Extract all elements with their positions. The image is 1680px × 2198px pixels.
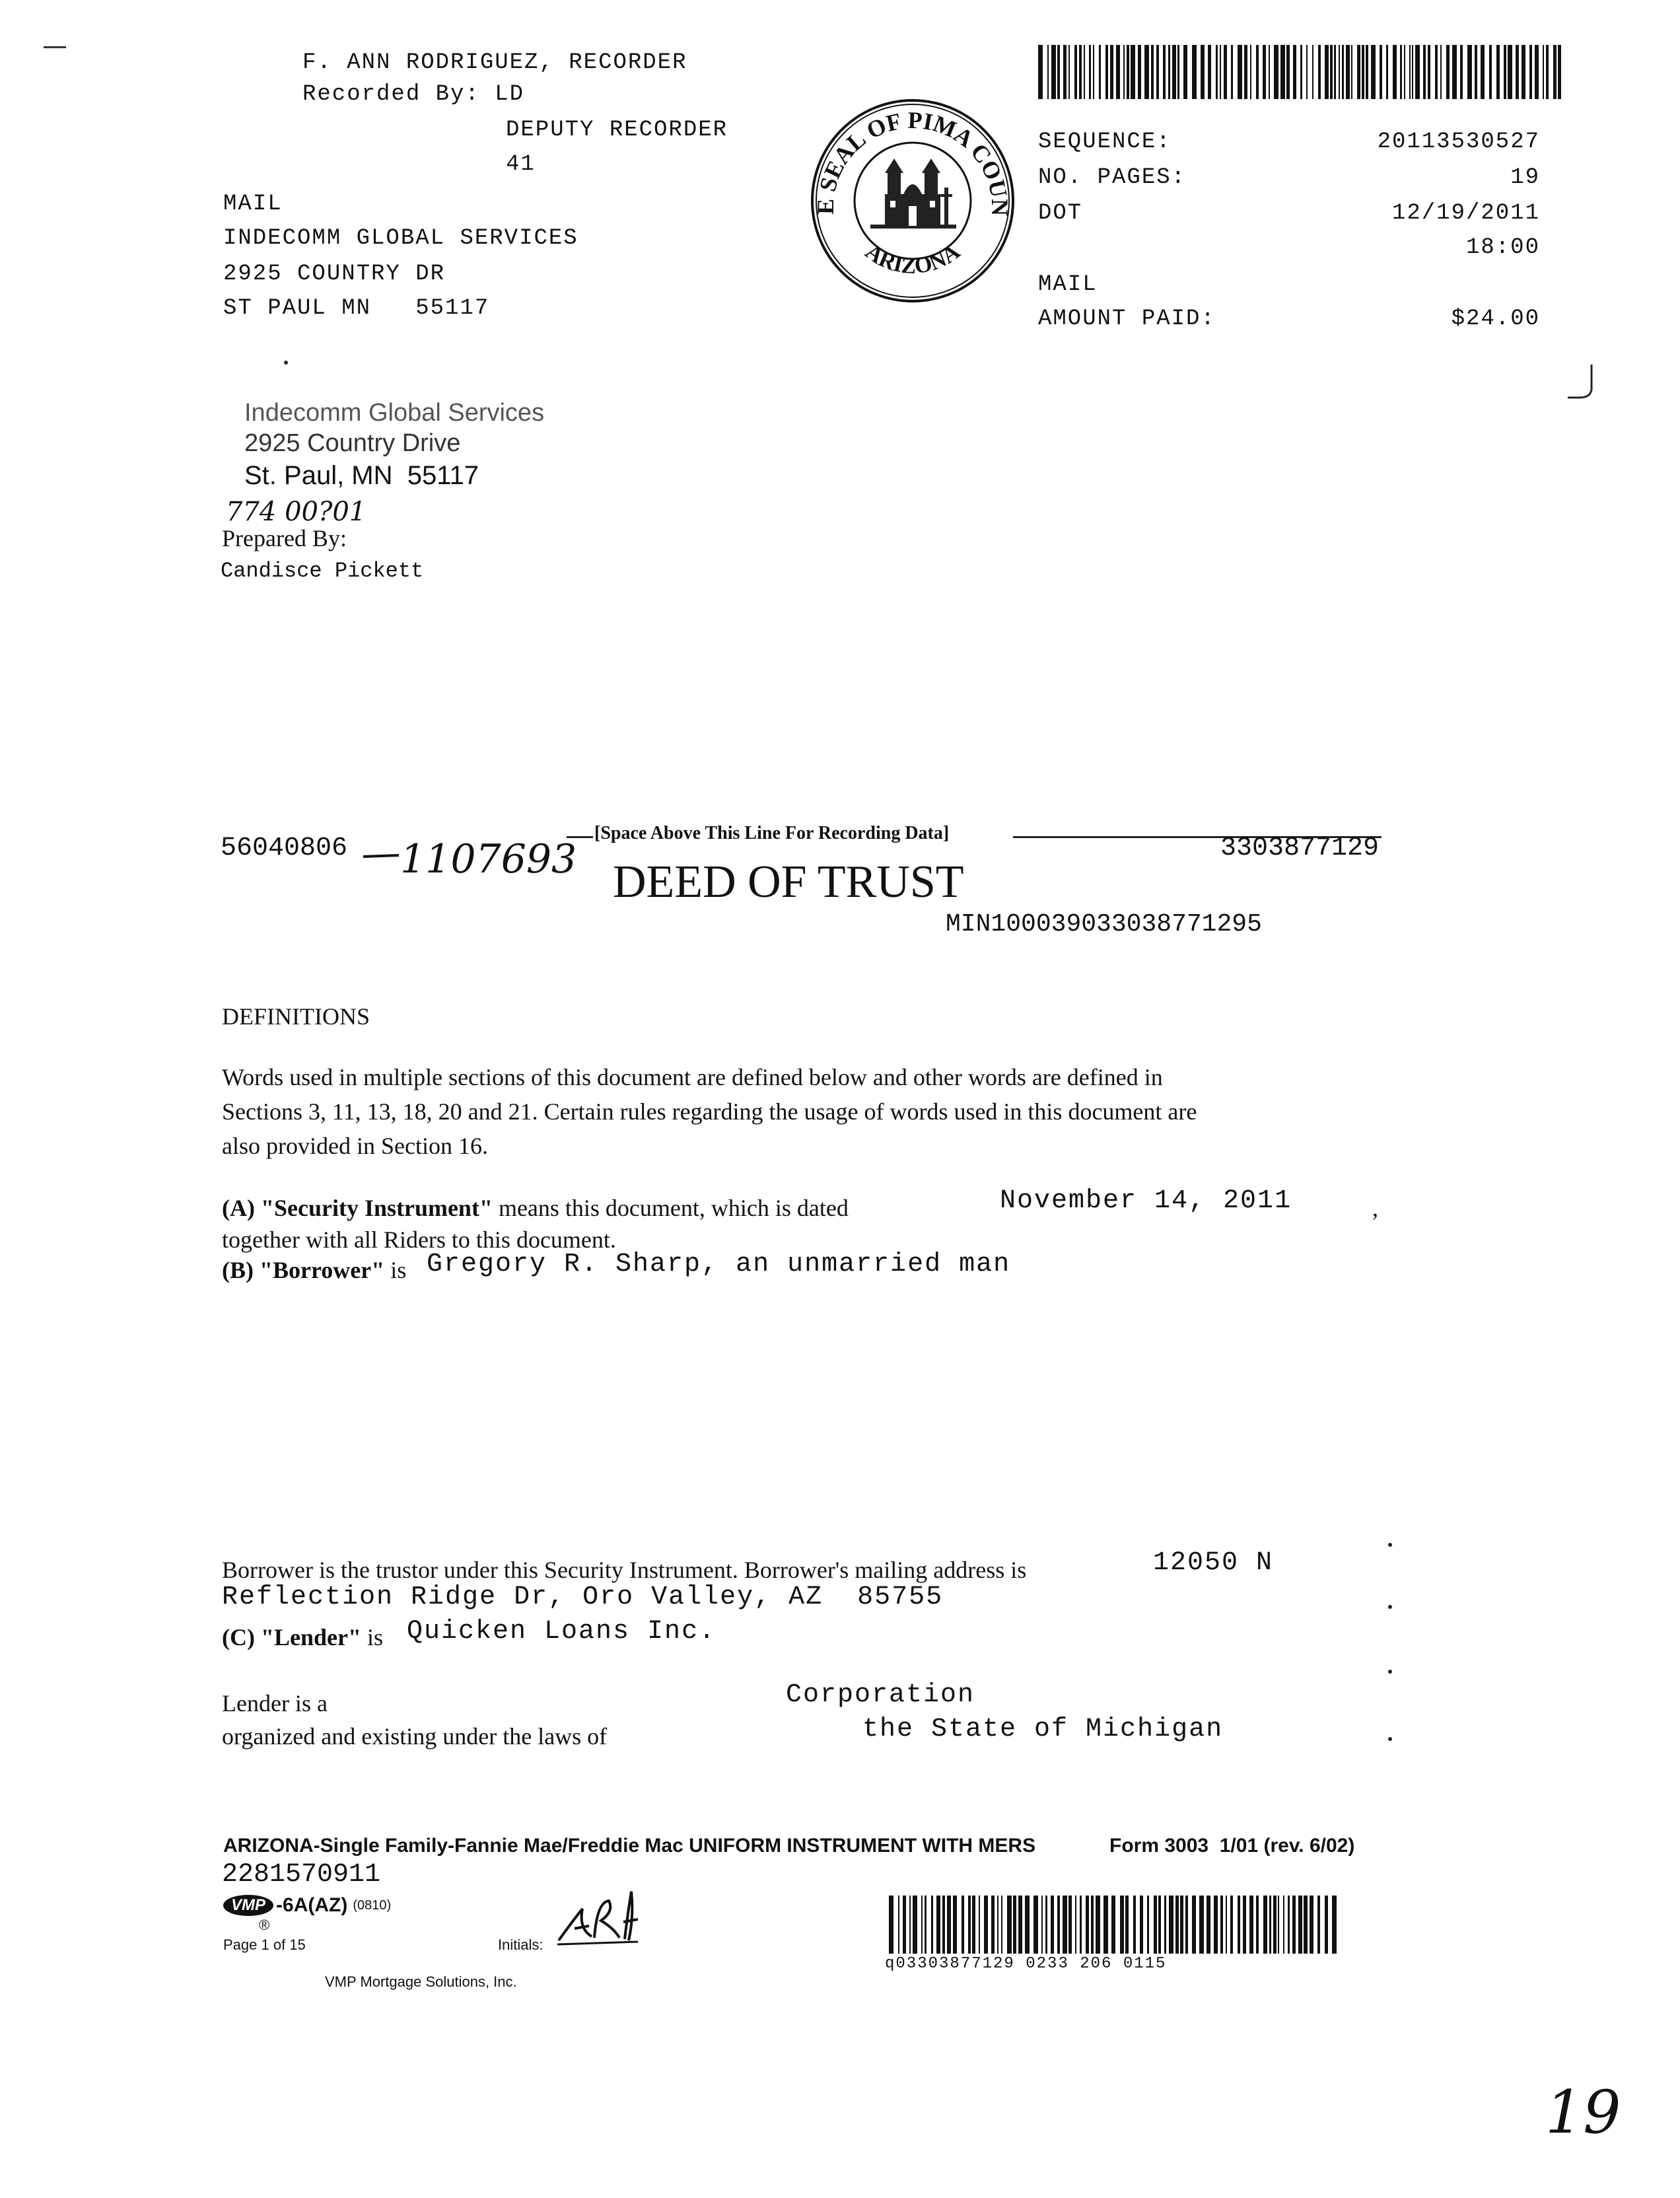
barcode-bar — [1230, 1896, 1233, 1954]
vmp-company: VMP Mortgage Solutions, Inc. — [325, 1973, 517, 1990]
barcode-bar — [1025, 1896, 1030, 1954]
definition-a-continued: together with all Riders to this document. — [222, 1226, 616, 1253]
barcode-bar — [1045, 1896, 1047, 1954]
definitions-intro-3: also provided in Section 16. — [222, 1133, 488, 1159]
prepared-by-label: Prepared By: — [222, 525, 347, 551]
definitions-heading: DEFINITIONS — [222, 1003, 370, 1030]
barcode-bar — [1156, 45, 1159, 99]
barcode-bar — [1127, 45, 1129, 99]
barcode-bar — [1231, 45, 1233, 99]
barcode-bar — [1330, 45, 1333, 99]
barcode-bar — [953, 1896, 957, 1954]
margin-dot — [1388, 1605, 1392, 1609]
barcode-bar — [1220, 1896, 1223, 1954]
pages-label: NO. PAGES: — [1038, 165, 1187, 190]
barcode-bar — [1412, 45, 1413, 99]
barcode-bar — [1068, 45, 1070, 99]
barcode-bar — [991, 1896, 995, 1954]
definition-b-term: "Borrower" — [260, 1257, 385, 1283]
barcode-bar — [1351, 45, 1352, 99]
barcode-bar — [903, 1896, 906, 1954]
recording-barcode — [1038, 45, 1566, 99]
barcode-bar — [1086, 1896, 1089, 1954]
barcode-bar — [1256, 45, 1259, 99]
deputy-recorder: DEPUTY RECORDER — [506, 118, 728, 143]
barcode-bar — [1292, 1896, 1296, 1954]
barcode-bar — [1460, 45, 1463, 99]
sequence-value: 20113530527 — [1377, 129, 1540, 155]
barcode-bar — [1535, 45, 1539, 99]
barcode-bar — [1001, 1896, 1002, 1954]
barcode-bar — [1116, 45, 1120, 99]
barcode-bar — [1334, 45, 1336, 99]
barcode-bar — [1298, 1896, 1302, 1954]
barcode-bar — [1452, 45, 1457, 99]
barcode-bar — [1325, 45, 1329, 99]
bracket-mark — [1565, 362, 1605, 405]
barcode-bar — [1310, 1896, 1313, 1954]
barcode-bar — [1504, 45, 1506, 99]
barcode-bar — [1278, 1896, 1279, 1954]
barcode-bar — [1103, 1896, 1108, 1954]
return-address-line3: St. Paul, MN 55117 — [244, 461, 479, 490]
mail-street: 2925 COUNTRY DR — [223, 262, 446, 287]
barcode-bar — [1293, 45, 1296, 99]
definition-b — [222, 1255, 406, 1285]
amount-value: $24.00 — [1451, 306, 1540, 332]
barcode-bar — [1415, 45, 1420, 99]
handwritten-page-mark: 19 — [1545, 2078, 1621, 2147]
barcode-bar — [1175, 1896, 1179, 1954]
barcode-bar — [1409, 45, 1411, 99]
barcode-bar — [1440, 45, 1442, 99]
barcode-bar — [1508, 45, 1512, 99]
barcode-bar — [1306, 45, 1308, 99]
barcode-bar — [1199, 1896, 1204, 1954]
page-number: Page 1 of 15 — [223, 1936, 306, 1953]
barcode-bar — [1489, 45, 1492, 99]
barcode-bar — [1300, 45, 1302, 99]
sequence-label: SEQUENCE: — [1038, 129, 1172, 155]
barcode-bar — [1226, 1896, 1227, 1954]
handwritten-number: 1107693 — [400, 836, 577, 882]
barcode-bar — [1286, 45, 1290, 99]
barcode-bar — [1151, 45, 1154, 99]
barcode-bar — [942, 1896, 945, 1954]
barcode-bar — [1380, 45, 1382, 99]
definition-c-label: (C) — [222, 1624, 261, 1650]
lender-type: Corporation — [786, 1680, 975, 1710]
barcode-bar — [1111, 1896, 1115, 1954]
barcode-bar — [1304, 1896, 1308, 1954]
barcode-bar — [1033, 1896, 1038, 1954]
prepared-by-name: Candisce Pickett — [221, 559, 424, 583]
barcode-bar — [947, 1896, 951, 1954]
barcode-bar — [1079, 45, 1082, 99]
barcode-bar — [1091, 1896, 1094, 1954]
barcode-bar — [925, 1896, 927, 1954]
barcode-bar — [1089, 45, 1091, 99]
barcode-bar — [1339, 45, 1340, 99]
barcode-bar — [1558, 45, 1561, 99]
lender-name: Quicken Loans Inc. — [407, 1617, 717, 1647]
barcode-bar — [1093, 45, 1094, 99]
barcode-bar — [1435, 45, 1438, 99]
barcode-bar — [1553, 45, 1557, 99]
barcode-bar — [1400, 45, 1402, 99]
barcode-bar — [1147, 1896, 1149, 1954]
barcode-bar — [1133, 1896, 1136, 1954]
space-above-label: [Space Above This Line For Recording Data] — [594, 823, 950, 843]
return-address-line2: 2925 Country Drive — [244, 429, 461, 457]
barcode-bar — [1404, 45, 1405, 99]
min-value: 100039033038771295 — [991, 910, 1262, 939]
barcode-bar — [1220, 45, 1221, 99]
barcode-bar — [913, 1896, 917, 1954]
stray-dot — [284, 361, 288, 365]
mail-city: ST PAUL MN 55117 — [223, 296, 490, 321]
barcode-bar — [1110, 45, 1113, 99]
barcode-bar — [1013, 1896, 1016, 1954]
barcode-bar — [1158, 1896, 1161, 1954]
definitions-intro-2: Sections 3, 11, 13, 18, 20 and 21. Certain rules regarding the usage of words used in this document are — [222, 1098, 1197, 1125]
form-code: -6A(AZ) — [276, 1894, 348, 1916]
barcode-bar — [997, 1896, 998, 1954]
barcode-bar — [1180, 1896, 1183, 1954]
barcode-bar — [1280, 45, 1285, 99]
barcode-bar — [1163, 45, 1166, 99]
return-address-line1: Indecomm Global Services — [244, 399, 545, 427]
barcode-text: q03303877129 0233 206 0115 — [885, 1955, 1167, 1973]
barcode-bar — [1224, 45, 1227, 99]
barcode-bar — [1546, 45, 1549, 99]
form-title: ARIZONA-Single Family-Fannie Mae/Freddie Mac UNIFORM INSTRUMENT WITH MERS — [223, 1835, 1036, 1857]
margin-dot — [1388, 1737, 1392, 1741]
initials-signature — [545, 1882, 658, 1958]
dash-mark — [362, 852, 402, 864]
initials-label: Initials: — [498, 1936, 543, 1953]
margin-dot — [1388, 1670, 1392, 1674]
definition-a-comma: , — [1372, 1195, 1378, 1221]
borrower-address-part1: 12050 N — [1153, 1548, 1274, 1578]
barcode-bar — [1177, 45, 1179, 99]
security-instrument-date: November 14, 2011 — [1000, 1186, 1292, 1216]
barcode-bar — [1529, 45, 1532, 99]
barcode-bar — [1263, 45, 1266, 99]
barcode-bar — [1140, 1896, 1143, 1954]
barcode-bar — [1357, 45, 1360, 99]
trustor-text: Borrower is the trustor under this Security Instrument. Borrower's mailing address is — [222, 1557, 1027, 1583]
barcode-bar — [1120, 1896, 1124, 1954]
barcode-bar — [1185, 1896, 1188, 1954]
barcode-bar — [1123, 45, 1125, 99]
info-mail-label: MAIL — [1038, 272, 1098, 297]
barcode-bar — [1131, 45, 1135, 99]
barcode-bar — [1346, 45, 1350, 99]
definitions-intro-1: Words used in multiple sections of this document are defined below and other words are defined in — [222, 1064, 1163, 1090]
barcode-bar — [1283, 1896, 1284, 1954]
pages-value: 19 — [1510, 165, 1540, 190]
barcode-bar — [1084, 45, 1085, 99]
barcode-bar — [1057, 45, 1060, 99]
lender-state: the State of Michigan — [862, 1715, 1224, 1744]
barcode-bar — [1074, 45, 1077, 99]
barcode-bar — [1256, 1896, 1259, 1954]
definition-a-text: means this document, which is dated — [492, 1195, 849, 1221]
min-row — [946, 910, 1262, 939]
barcode-bar — [1249, 1896, 1253, 1954]
barcode-bar — [1041, 1896, 1043, 1954]
barcode-bar — [1543, 45, 1544, 99]
definition-c-is: is — [361, 1624, 383, 1650]
barcode-bar — [1192, 45, 1197, 99]
definition-a-label: (A) — [222, 1195, 261, 1221]
barcode-bar — [1216, 45, 1218, 99]
barcode-bar — [1096, 1896, 1100, 1954]
barcode-bar — [1172, 45, 1176, 99]
margin-dot — [1388, 1543, 1392, 1547]
barcode-bar — [1201, 45, 1205, 99]
barcode-bar — [1063, 45, 1067, 99]
definition-a — [222, 1193, 849, 1223]
barcode-bar — [1423, 45, 1426, 99]
barcode-bar — [1207, 1896, 1210, 1954]
record-date: 12/19/2011 — [1391, 201, 1540, 226]
barcode-bar — [1481, 45, 1485, 99]
barcode-bar — [921, 1896, 923, 1954]
barcode-bar — [1238, 45, 1242, 99]
barcode-bar — [1105, 45, 1108, 99]
barcode-bar — [1362, 45, 1364, 99]
barcode-bar — [1051, 1896, 1054, 1954]
barcode-bar — [1269, 45, 1270, 99]
definition-c-term: "Lender" — [260, 1624, 361, 1650]
barcode-bar — [1154, 1896, 1157, 1954]
barcode-bar — [1274, 45, 1278, 99]
barcode-bar — [1125, 1896, 1129, 1954]
barcode-bar — [1467, 45, 1472, 99]
barcode-bar — [889, 1896, 893, 1954]
barcode-bar — [1057, 1896, 1060, 1954]
barcode-bar — [1138, 45, 1141, 99]
barcode-bar — [1164, 1896, 1166, 1954]
barcode-bar — [1496, 45, 1500, 99]
handwritten-code: 774 00?01 — [226, 497, 367, 527]
svg-text:ARIZONA — [861, 239, 965, 279]
barcode-bar — [1288, 1896, 1290, 1954]
barcode-bar — [1047, 45, 1049, 99]
recorded-by: Recorded By: LD — [302, 82, 525, 107]
loan-reference: 2281570911 — [222, 1860, 381, 1890]
barcode-bar — [1183, 45, 1187, 99]
corner-mark — [44, 46, 66, 48]
barcode-bar — [1243, 1896, 1246, 1954]
barcode-bar — [1446, 45, 1450, 99]
amount-label: AMOUNT PAID: — [1038, 306, 1216, 332]
barcode-bar — [931, 1896, 933, 1954]
form-code-date: (0810) — [353, 1897, 392, 1913]
mail-name: INDECOMM GLOBAL SERVICES — [223, 226, 578, 251]
county-seal — [807, 95, 1018, 306]
loan-number-left: 56040806 — [221, 833, 348, 863]
barcode-bar — [1325, 1896, 1328, 1954]
barcode-bar — [1208, 45, 1211, 99]
barcode-bar — [1393, 45, 1397, 99]
barcode-bar — [1250, 45, 1251, 99]
definition-a-term: "Security Instrument" — [260, 1195, 493, 1221]
barcode-bar — [1068, 1896, 1072, 1954]
barcode-bar — [1332, 1896, 1337, 1954]
barcode-bar — [1018, 1896, 1022, 1954]
barcode-bar — [1063, 1896, 1067, 1954]
barcode-bar — [1371, 45, 1376, 99]
barcode-bar — [962, 1896, 964, 1954]
definition-c — [222, 1622, 383, 1652]
barcode-bar — [1144, 45, 1149, 99]
barcode-bar — [1075, 1896, 1076, 1954]
barcode-bar — [1273, 1896, 1277, 1954]
barcode-bar — [909, 1896, 911, 1954]
barcode-bar — [898, 1896, 899, 1954]
barcode-bar — [1099, 45, 1101, 99]
seal-top-text: E SEAL OF PIMA COUN — [812, 106, 1014, 216]
vmp-form-code — [223, 1894, 391, 1917]
barcode-bar — [1080, 1896, 1082, 1954]
form-number: Form 3003 1/01 (rev. 6/02) — [1109, 1835, 1355, 1857]
vmp-logo: VMP — [223, 1895, 273, 1916]
barcode-bar — [1522, 45, 1525, 99]
definition-b-is: is — [384, 1257, 407, 1283]
barcode-bar — [1312, 45, 1313, 99]
record-time: 18:00 — [1465, 235, 1540, 260]
barcode-bar — [1269, 1896, 1271, 1954]
barcode-bar — [1263, 1896, 1267, 1954]
barcode-bar — [1386, 45, 1388, 99]
barcode-bar — [979, 1896, 980, 1954]
deputy-number: 41 — [506, 152, 536, 177]
barcode-bar — [1342, 45, 1344, 99]
organized-text: organized and existing under the laws of — [222, 1723, 608, 1750]
barcode-bar — [1007, 1896, 1012, 1954]
barcode-bar — [1366, 45, 1368, 99]
lender-is-a: Lender is a — [222, 1690, 328, 1717]
barcode-bar — [1238, 1896, 1240, 1954]
registered-mark: ® — [259, 1917, 270, 1933]
barcode-bar — [1428, 45, 1430, 99]
min-label: MIN — [946, 910, 991, 939]
definition-b-label: (B) — [222, 1257, 260, 1283]
barcode-bar — [984, 1896, 988, 1954]
barcode-bar — [968, 1896, 971, 1954]
barcode-bar — [1317, 1896, 1320, 1954]
barcode-bar — [1169, 1896, 1173, 1954]
borrower-address-part2: Reflection Ridge Dr, Oro Valley, AZ 85755 — [222, 1582, 944, 1612]
seal-bottom-text: ARIZONA — [860, 239, 965, 279]
barcode-bar — [1244, 45, 1247, 99]
mail-label: MAIL — [223, 192, 283, 217]
barcode-bar — [1051, 45, 1056, 99]
borrower-name: Gregory R. Sharp, an unmarried man — [427, 1250, 1011, 1279]
loan-number-right: 3303877129 — [1220, 833, 1380, 863]
barcode-bar — [1038, 45, 1043, 99]
barcode-bar — [936, 1896, 940, 1954]
barcode-bar — [1214, 1896, 1218, 1954]
document-title: DEED OF TRUST — [613, 857, 964, 907]
barcode-bar — [1318, 45, 1321, 99]
barcode-bar — [972, 1896, 975, 1954]
barcode-bar — [1516, 45, 1519, 99]
barcode-bar — [1168, 45, 1170, 99]
document-type: DOT — [1038, 201, 1083, 226]
barcode-bar — [1192, 1896, 1196, 1954]
barcode-bar — [1475, 45, 1477, 99]
document-barcode — [889, 1896, 1345, 1954]
recorder-name: F. ANN RODRIGUEZ, RECORDER — [302, 50, 687, 75]
